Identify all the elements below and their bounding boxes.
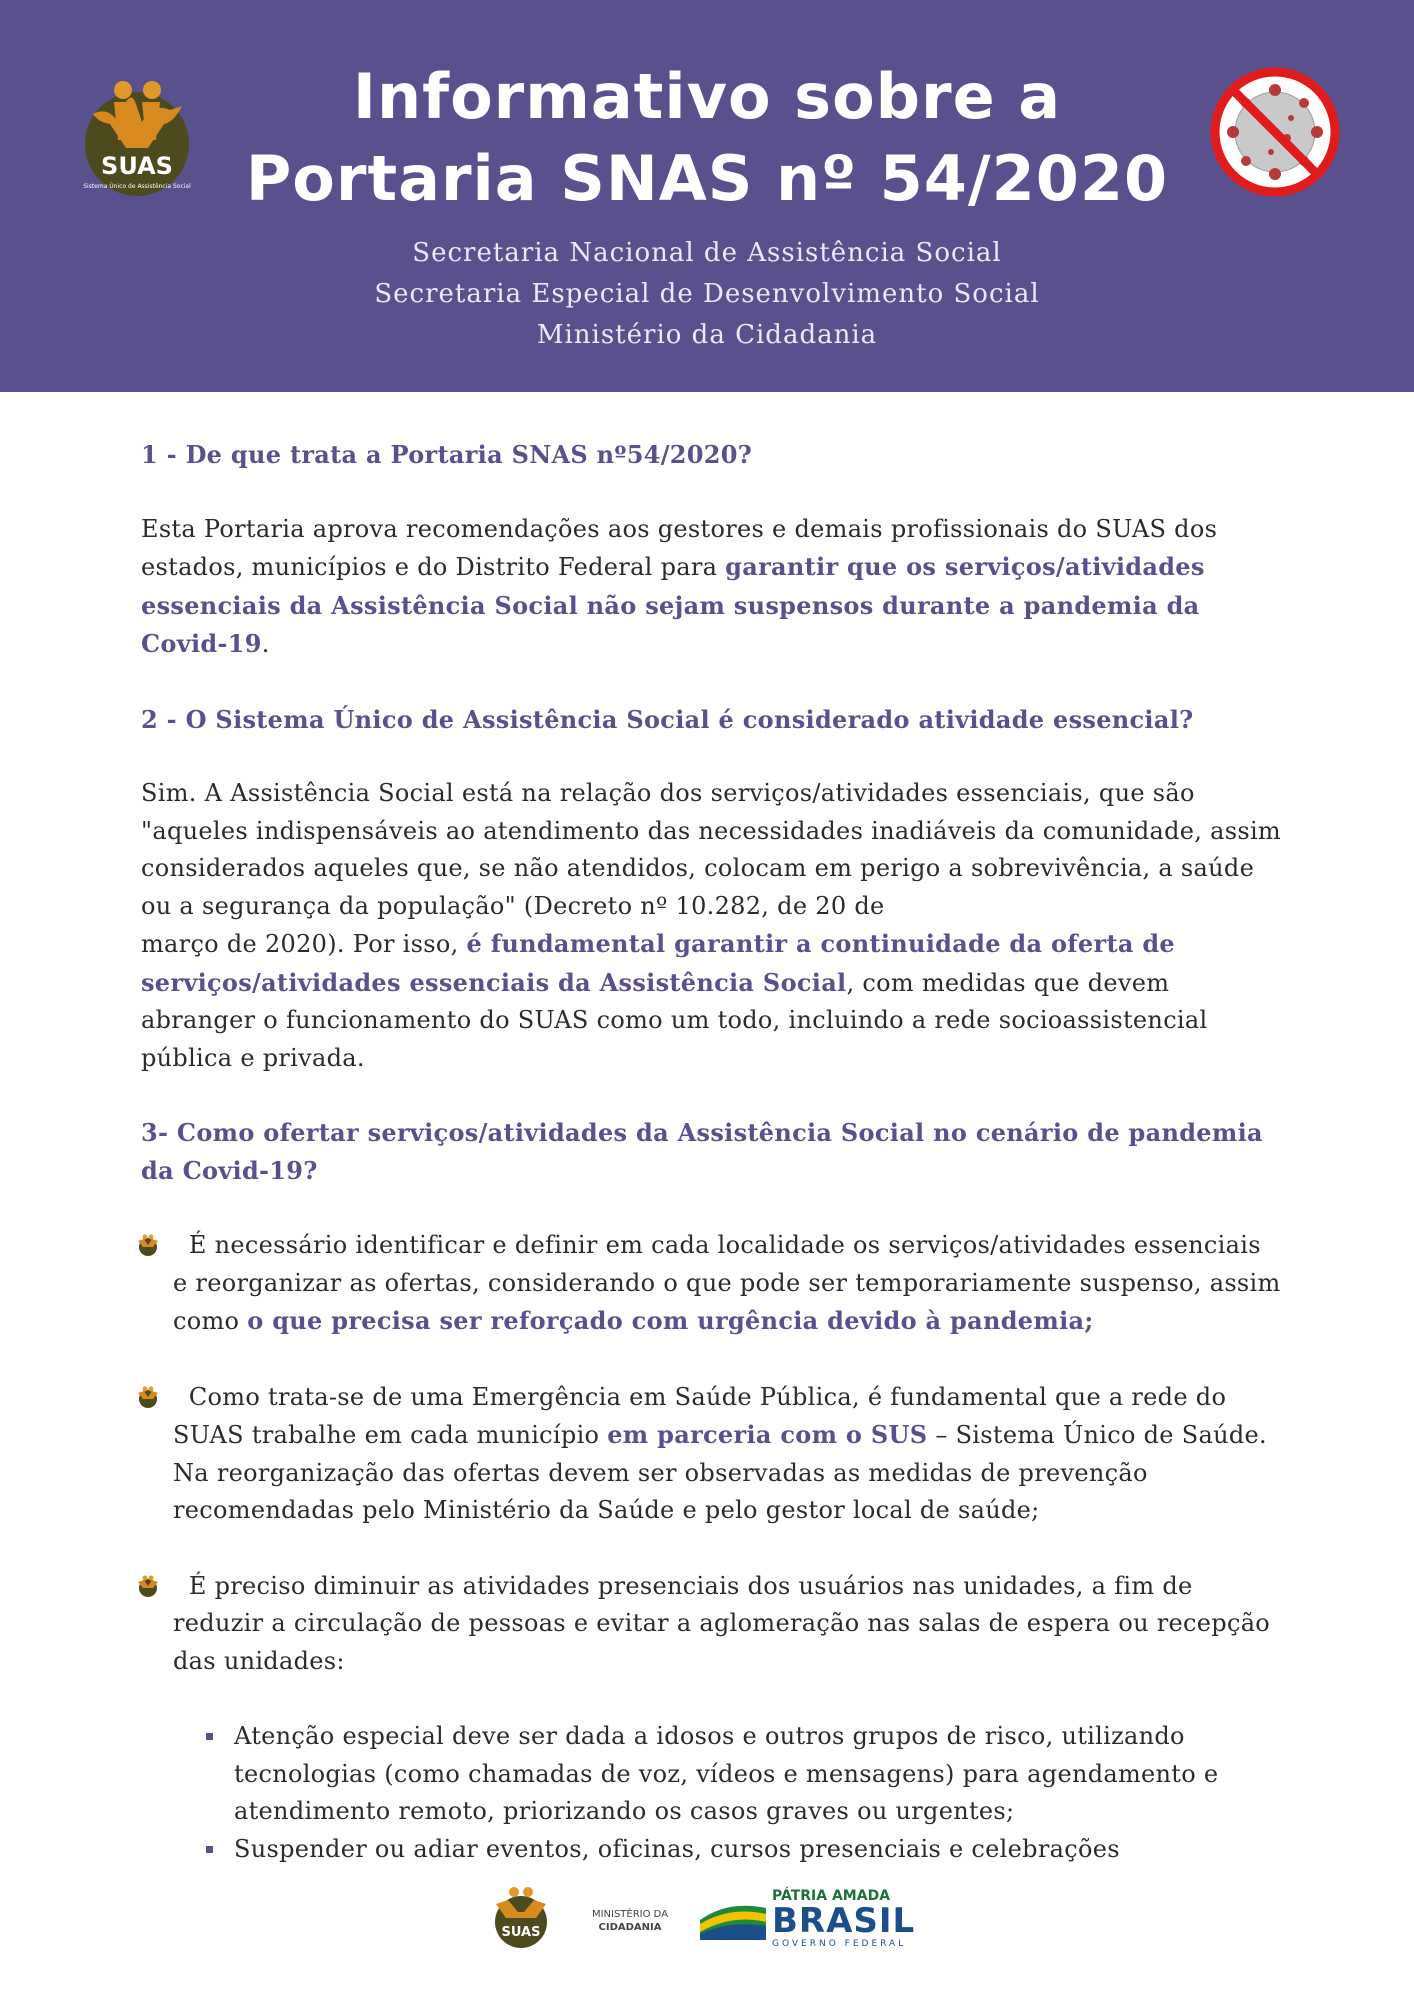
subtitle-block [0, 233, 1414, 356]
suas-footer-logo-icon [490, 1878, 552, 1950]
answer-text: Sim. A Assistência Social está na relação dos serviços/atividades essenciais, que são "aqueles indispensáveis ao atendimento das necessidades inadiáveis da comunidade, assim considerados aqueles que, se não atendidos, colocam em perigo a sobrevivência, a saúde ou a segurança da população" (Decreto nº 10.282, de 20 de [141, 779, 1281, 920]
patria-amada-brasil-logo [772, 1888, 915, 1950]
subtitle-line: Secretaria Nacional de Assistência Social [412, 238, 1002, 268]
logo-text: SUAS [101, 152, 173, 180]
list-item [141, 1568, 1281, 1681]
suas-bullet-icon [135, 1233, 161, 1257]
square-bullet-icon [206, 1733, 213, 1740]
square-bullet-icon [206, 1846, 213, 1853]
title-line-2: Portaria SNAS nº 54/2020 [245, 142, 1169, 215]
document-body [141, 436, 1281, 1868]
answer-text: março de 2020). Por isso, [141, 930, 467, 958]
question-2: 2 - O Sistema Único de Assistência Social é considerado atividade essencial? [141, 704, 1194, 734]
footer-suas-text: SUAS [501, 1925, 541, 1940]
logo-caption: Sistema Único de Assistência Social [83, 183, 191, 190]
answer-text: Esta Portaria aprova recomendações aos gestores e demais profissionais do SUAS dos estados, municípios e do Distrito Federal para [141, 514, 1218, 581]
ministerio-line: CIDADANIA [598, 1922, 662, 1933]
list-item [141, 1227, 1281, 1341]
sub-list-item [141, 1718, 1281, 1831]
ministerio-line: MINISTÉRIO DA [591, 1909, 669, 1920]
no-virus-icon [1205, 62, 1345, 202]
brazil-flag-icon [698, 1890, 768, 1942]
sub-item-text: Atenção especial deve ser dada a idosos e outros grupos de risco, utilizando tecnologias (como chamadas de voz, vídeos e mensagens) para agendamento e atendimento remoto, priorizando os casos graves ou urgentes; [234, 1722, 1219, 1825]
header-banner [0, 0, 1414, 392]
answer-text: . [261, 630, 270, 658]
suas-bullet-icon [135, 1385, 161, 1409]
bullet-text: Como trata-se de uma Emergência em Saúde Pública, é fundamental que a rede do SUAS trabalhe em cada município [173, 1382, 1227, 1449]
sub-item-text: Suspender ou adiar eventos, oficinas, cursos presenciais e celebrações [234, 1834, 1120, 1863]
subtitle-line: Ministério da Cidadania [536, 320, 878, 350]
answer-highlight: é fundamental garantir a continuidade da oferta de serviços/atividades essenciais da Assistência Social [141, 929, 1175, 997]
footer-logos [490, 1878, 916, 1958]
sub-list [141, 1718, 1281, 1868]
suas-bullet-icon [135, 1574, 161, 1598]
list-item [141, 1379, 1281, 1530]
answer-1 [141, 511, 1281, 664]
sub-list-item [141, 1831, 1281, 1869]
patria-line-2: BRASIL [772, 1901, 916, 1941]
question-1: 1 - De que trata a Portaria SNAS nº54/2020? [141, 440, 753, 469]
title-line-1: Informativo sobre a [352, 60, 1062, 133]
question-3: 3- Como ofertar serviços/atividades da Assistência Social no cenário de pandemia da Covid-19? [141, 1118, 1263, 1185]
answer-2 [141, 775, 1281, 1077]
bullet-text: É preciso diminuir as atividades presenciais dos usuários nas unidades, a fim de reduzir a circulação de pessoas e evitar a aglomeração nas salas de espera ou recepção das unidades: [173, 1571, 1271, 1675]
patria-line-1: PÁTRIA AMADA [772, 1888, 891, 1904]
answer-text: , com medidas que devem abranger o funcionamento do SUAS como um todo, incluindo a rede socioassistencial pública e privada. [141, 968, 1208, 1072]
bullet-highlight: em parceria com o SUS [607, 1420, 928, 1449]
patria-line-3: GOVERNO FEDERAL [772, 1939, 907, 1949]
subtitle-line: Secretaria Especial de Desenvolvimento Social [374, 279, 1040, 309]
page-title [0, 56, 1414, 220]
ministerio-logo [590, 1908, 670, 1934]
bullet-text: É necessário identificar e definir em cada localidade os serviços/atividades essenciais e reorganizar as ofertas, considerando o que pode ser temporariamente suspenso, assim como [173, 1231, 1281, 1335]
answer-highlight: garantir que os serviços/atividades essenciais da Assistência Social não sejam suspensos durante a pandemia da Covid-19 [141, 552, 1205, 658]
bullet-text: – Sistema Único de Saúde. Na reorganização das ofertas devem ser observadas as medidas de prevenção recomendadas pelo Ministério da Saúde e pelo gestor local de saúde; [173, 1421, 1267, 1524]
bullet-highlight: o que precisa ser reforçado com urgência devido à pandemia; [247, 1306, 1094, 1335]
